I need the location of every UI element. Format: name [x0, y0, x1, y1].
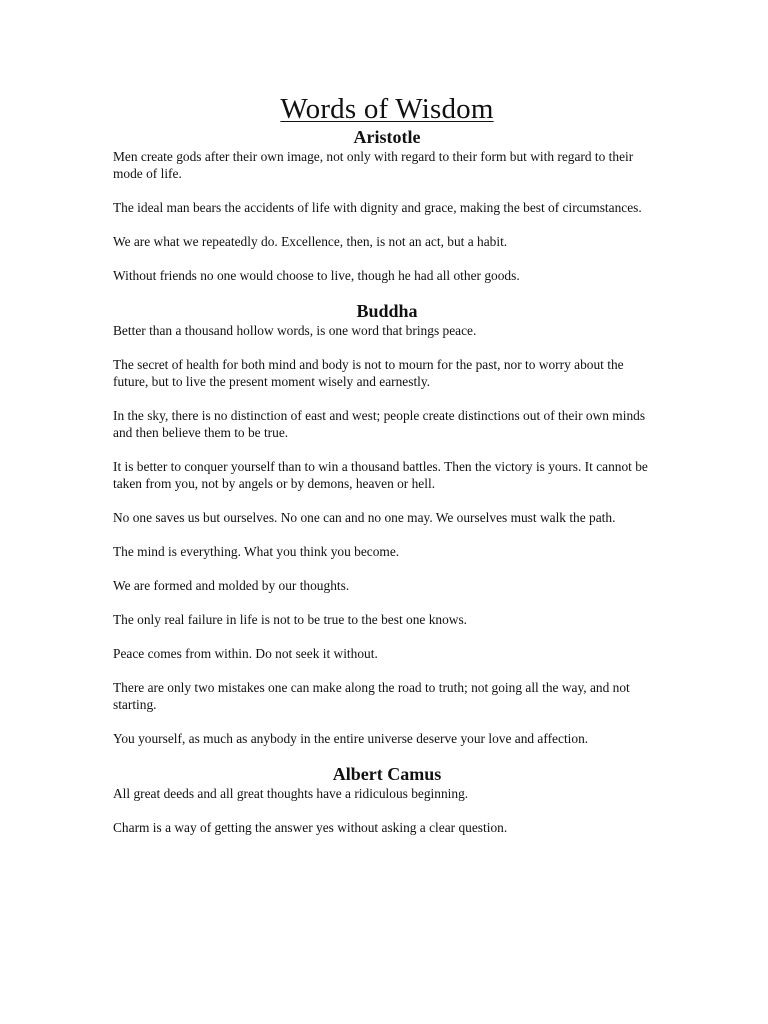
quote: It is better to conquer yourself than to win a thousand battles. Then the victory is yours. It cannot be taken from you, not by angels or by demons, heaven or hell. [113, 459, 648, 491]
quote: The secret of health for both mind and body is not to mourn for the past, nor to worry about the future, but to live the present moment wisely and earnestly. [113, 357, 624, 389]
quote: Peace comes from within. Do not seek it without. [113, 646, 378, 661]
quote: The mind is everything. What you think you become. [113, 544, 400, 559]
document-title: Words of Wisdom [280, 93, 494, 125]
quote: There are only two mistakes one can make along the road to truth; not going all the way, and not starting. [113, 680, 630, 712]
quote: Better than a thousand hollow words, is one word that brings peace. [113, 323, 477, 338]
section-aristotle [113, 126, 661, 284]
section-buddha [113, 300, 661, 747]
section-albert-camus [113, 763, 661, 836]
quote: We are formed and molded by our thoughts. [113, 578, 350, 593]
quote: The ideal man bears the accidents of life with dignity and grace, making the best of circumstances. [113, 200, 642, 215]
quote: In the sky, there is no distinction of east and west; people create distinctions out of their own minds and then believe them to be true. [113, 408, 646, 440]
quote: Charm is a way of getting the answer yes without asking a clear question. [113, 820, 508, 835]
document-page [113, 92, 661, 852]
quote: Without friends no one would choose to live, though he had all other goods. [113, 268, 520, 283]
quote: You yourself, as much as anybody in the entire universe deserve your love and affection. [113, 731, 589, 746]
author-heading: Aristotle [353, 127, 421, 147]
quote: All great deeds and all great thoughts have a ridiculous beginning. [113, 786, 469, 801]
author-heading: Buddha [356, 301, 418, 321]
quote: The only real failure in life is not to be true to the best one knows. [113, 612, 468, 627]
quote: Men create gods after their own image, not only with regard to their form but with regard to their mode of life. [113, 149, 634, 181]
quote: We are what we repeatedly do. Excellence, then, is not an act, but a habit. [113, 234, 508, 249]
quote: No one saves us but ourselves. No one can and no one may. We ourselves must walk the path. [113, 510, 616, 525]
author-heading: Albert Camus [332, 764, 442, 784]
